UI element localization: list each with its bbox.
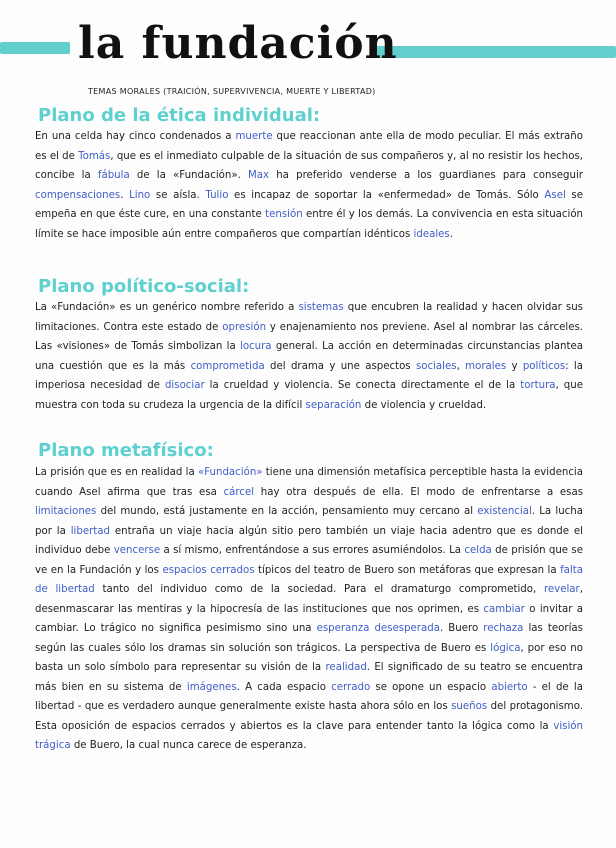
- highlighted-term: locura: [239, 341, 272, 352]
- text-run: ha preferido venderse a los guardianes para conseguir: [269, 170, 583, 181]
- highlighted-term: abierto: [491, 681, 528, 693]
- highlighted-term: visión trágica: [35, 720, 583, 751]
- section-text-ethics: [35, 127, 583, 244]
- highlighted-term: fábula: [97, 170, 130, 181]
- text-run: se empeña en que éste cure, en una constante: [35, 189, 583, 220]
- text-run: ,: [456, 360, 466, 372]
- text-run: de Buero, la cual nunca carece de esperanza.: [70, 740, 307, 751]
- highlighted-term: comprometida: [190, 360, 265, 372]
- text-run: La «Fundación» es un genérico nombre referido a: [35, 302, 299, 313]
- text-run: : la imperiosa necesidad de: [35, 360, 584, 391]
- highlighted-term: libertad: [70, 525, 111, 537]
- text-run: del drama y une aspectos: [264, 360, 416, 372]
- text-run: entraña un viaje hacia algún sitio pero también un viaje hacia adentro que es donde el individuo debe: [35, 525, 583, 556]
- page-title: la fundación: [78, 18, 398, 69]
- text-run: se opone un espacio: [370, 681, 492, 693]
- text-run: del mundo, está justamente en la acción, pensamiento muy cercano al: [96, 506, 478, 517]
- text-run: . A cada espacio: [236, 681, 332, 693]
- text-run: y: [506, 360, 523, 372]
- highlighted-term: Tulio: [205, 189, 229, 201]
- text-run: . Buero: [439, 623, 484, 634]
- text-run: tiene una dimensión metafísica perceptible hasta la evidencia cuando Asel afirma que tras esa: [35, 467, 584, 498]
- highlighted-term: esperanza desesperada: [316, 623, 440, 634]
- highlighted-term: morales: [465, 360, 507, 372]
- text-run: . La lucha por la: [35, 506, 583, 537]
- text-run: hay otra después de ella. El modo de enfrentarse a esas: [254, 486, 584, 498]
- text-run: que encubren la realidad y hacen olvidar sus limitaciones. Contra este estado de: [35, 302, 583, 333]
- text-run: y enajenamiento nos previene. Asel al nombrar las cárceles. Las «visiones» de Tomás simbolizan la: [35, 321, 584, 352]
- highlighted-term: falta de libertad: [35, 564, 583, 595]
- section-heading-metaphysics: Plano metafísico:: [38, 440, 214, 461]
- section-text-metaphysics: [35, 463, 583, 756]
- highlighted-term: sueños: [451, 701, 488, 712]
- text-run: es incapaz de soportar la «enfermedad» de Tomás. Sólo: [228, 189, 545, 201]
- text-run: a sí mismo, enfrentándose a sus errores asumiéndolos. La: [160, 545, 465, 556]
- highlighted-term: Lino: [129, 189, 151, 201]
- highlighted-term: opresión: [222, 321, 267, 333]
- text-run: , desenmascarar las mentiras y la hipocresía de las instituciones que nos oprimen, es: [35, 584, 583, 615]
- text-run: la crueldad y violencia. Se conecta directamente el de la: [204, 380, 521, 391]
- highlighted-term: sociales: [415, 360, 457, 372]
- highlighted-term: cerrado: [331, 681, 371, 693]
- text-run: de violencia y crueldad.: [361, 399, 487, 411]
- highlighted-term: muerte: [235, 131, 273, 142]
- text-run: entre él y los demás. La convivencia en esta situación límite se hace imposible aún entre compañeros que compartían idénticos: [35, 209, 584, 240]
- page-subtitle: TEMAS MORALES (TRAICIÓN, SUPERVIVENCIA, MUERTE Y LIBERTAD): [88, 87, 376, 96]
- text-run: , por eso no basta un solo símbolo para representar su visión de la: [35, 642, 583, 673]
- text-run: que reaccionan ante ella de modo peculiar. El más extraño es el de: [35, 131, 583, 162]
- text-run: - el de la libertad - que es verdadero aunque generalmente existe hasta ahora sólo en los: [35, 681, 583, 712]
- highlighted-term: existencial: [477, 506, 532, 517]
- highlighted-term: Max: [247, 170, 270, 181]
- highlighted-term: sistemas: [298, 302, 344, 313]
- highlighted-term: lógica: [490, 642, 521, 654]
- text-run: del protagonismo. Esta oposición de espacios cerrados y abiertos es la clave para entender tanto la lógica como la: [35, 701, 584, 732]
- highlighted-term: separación: [305, 399, 362, 411]
- text-run: La prisión que es en realidad la: [35, 467, 199, 478]
- text-run: En una celda hay cinco condenados a: [35, 131, 236, 142]
- text-run: , que muestra con toda su crudeza la urgencia de la difícil: [35, 380, 583, 411]
- text-run: general. La acción en determinadas circunstancias plantea una cuestión que es la más: [35, 341, 583, 372]
- text-run: o invitar a cambiar. Lo trágico no significa pesimismo sino una: [35, 603, 584, 634]
- text-run: de la «Fundación».: [129, 170, 248, 181]
- highlighted-term: compensaciones: [35, 189, 121, 201]
- text-run: se aísla.: [150, 189, 206, 201]
- text-run: las teorías según las cuales sólo los dramas sin solución son trágicos. La perspectiva de Buero es: [35, 623, 583, 654]
- highlighted-term: vencerse: [113, 545, 161, 556]
- highlighted-term: Tomás: [78, 150, 111, 162]
- highlighted-term: tortura: [520, 380, 556, 391]
- highlighted-term: rechaza: [483, 623, 524, 634]
- highlighted-term: celda: [464, 545, 492, 556]
- text-run: , que es el inmediato culpable de la situación de sus compañeros y, al no resistir los hechos, concibe la: [35, 150, 583, 181]
- highlighted-term: limitaciones: [35, 506, 97, 517]
- highlighted-term: ideales: [413, 228, 450, 240]
- highlighted-term: disociar: [164, 380, 205, 391]
- highlighted-term: cambiar: [483, 603, 525, 615]
- highlighted-term: espacios cerrados: [162, 564, 255, 576]
- section-heading-politics: Plano político-social:: [38, 276, 250, 297]
- text-run: de prisión que se ve en la Fundación y los: [35, 545, 583, 576]
- text-run: tanto del individuo como de la sociedad. Para el dramaturgo comprometido,: [94, 584, 544, 595]
- highlighted-term: cárcel: [223, 486, 255, 498]
- highlighted-term: realidad: [325, 662, 367, 673]
- highlighted-term: revelar: [543, 584, 580, 595]
- section-text-politics: [35, 298, 583, 415]
- text-run: .: [120, 189, 130, 201]
- highlighted-term: Asel: [544, 189, 566, 201]
- text-run: típicos del teatro de Buero son metáforas que expresan la: [254, 564, 561, 576]
- highlighted-term: políticos: [522, 360, 566, 372]
- highlighted-term: imágenes: [186, 681, 237, 693]
- title-band-left: [0, 42, 70, 54]
- section-heading-ethics: Plano de la ética individual:: [38, 105, 321, 126]
- highlighted-term: «Fundación»: [198, 467, 263, 478]
- highlighted-term: tensión: [265, 209, 303, 220]
- text-run: . El significado de su teatro se encuentra más bien en su sistema de: [35, 662, 583, 693]
- text-run: .: [449, 228, 453, 240]
- title-band-right: [374, 46, 616, 58]
